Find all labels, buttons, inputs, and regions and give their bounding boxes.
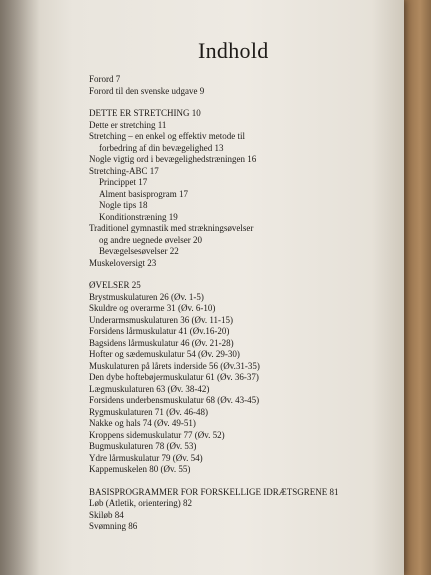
page-title: Indhold: [198, 38, 269, 63]
toc-entry: Stretching – en enkel og effektiv metode til: [89, 131, 246, 141]
toc-entry: Løb (Atletik, orientering) 82: [89, 498, 192, 508]
toc-entry: Traditionel gymnastik med strækningsøvelser: [89, 223, 254, 233]
toc-entry: Kappemuskelen 80 (Øv. 55): [89, 464, 191, 474]
toc-entry: Kroppens sidemuskulatur 77 (Øv. 52): [89, 429, 225, 440]
toc-entry: Svømning 86: [89, 521, 138, 531]
toc-entry: Rygmuskulaturen 71 (Øv. 46-48): [89, 406, 209, 417]
toc-entry: Nogle tips 18: [99, 200, 148, 210]
toc-entry: BASISPROGRAMMER FOR FORSKELLIGE IDRÆTSGRENE 81: [89, 486, 339, 497]
toc-entry: DETTE ER STRETCHING 10: [89, 108, 201, 118]
toc-entry: Bevægelsesøvelser 22: [99, 246, 179, 256]
table-of-contents: [89, 74, 394, 533]
toc-entry: Muskulaturen på lårets inderside 56 (Øv.31-35): [89, 360, 260, 371]
page-gutter-shadow: [0, 0, 40, 575]
section-spacer: [89, 97, 394, 108]
toc-entry: Dette er stretching 11: [89, 119, 167, 130]
toc-entry: Stretching-ABC 17: [89, 165, 159, 176]
toc-entry: ØVELSER 25: [89, 280, 141, 290]
toc-entry: Hofter og sædemuskulatur 54 (Øv. 29-30): [89, 349, 240, 359]
toc-entry: Forsidens underbensmuskulatur 68 (Øv. 43-45): [89, 395, 260, 405]
toc-entry: Underarmsmuskulaturen 36 (Øv. 11-15): [89, 314, 234, 325]
toc-entry: Forord 7: [89, 74, 121, 84]
toc-entry: og andre uegnede øvelser 20: [99, 234, 202, 245]
section-spacer: [89, 269, 394, 280]
toc-entry: Nogle vigtig ord i bevægelighedstræningen 16: [89, 154, 257, 164]
toc-entry: Konditionstræning 19: [99, 211, 178, 222]
toc-entry: Forsidens lårmuskulatur 41 (Øv.16-20): [89, 326, 230, 336]
toc-entry: Lægmuskulaturen 63 (Øv. 38-42): [89, 383, 210, 394]
toc-entry: Princippet 17: [99, 177, 148, 187]
toc-entry: Skiløb 84: [89, 509, 124, 520]
toc-entry: Alment basisprogram 17: [99, 188, 188, 199]
toc-entry: Forord til den svenske udgave 9: [89, 85, 205, 96]
section-spacer: [89, 476, 394, 487]
toc-entry: Bugmuskulaturen 78 (Øv. 53): [89, 441, 197, 451]
toc-entry: Bagsidens lårmuskulatur 46 (Øv. 21-28): [89, 337, 234, 348]
toc-entry: Skuldre og overarme 31 (Øv. 6-10): [89, 303, 216, 313]
toc-entry: forbedring af din bevægelighed 13: [99, 142, 224, 153]
toc-entry: Ydre lårmuskulatur 79 (Øv. 54): [89, 452, 203, 463]
toc-entry: Muskeloversigt 23: [89, 257, 157, 268]
toc-entry: Nakke og hals 74 (Øv. 49-51): [89, 418, 196, 428]
toc-entry: Den dybe hoftebøjermuskulatur 61 (Øv. 36-37): [89, 372, 259, 382]
toc-entry: Brystmuskulaturen 26 (Øv. 1-5): [89, 291, 204, 302]
